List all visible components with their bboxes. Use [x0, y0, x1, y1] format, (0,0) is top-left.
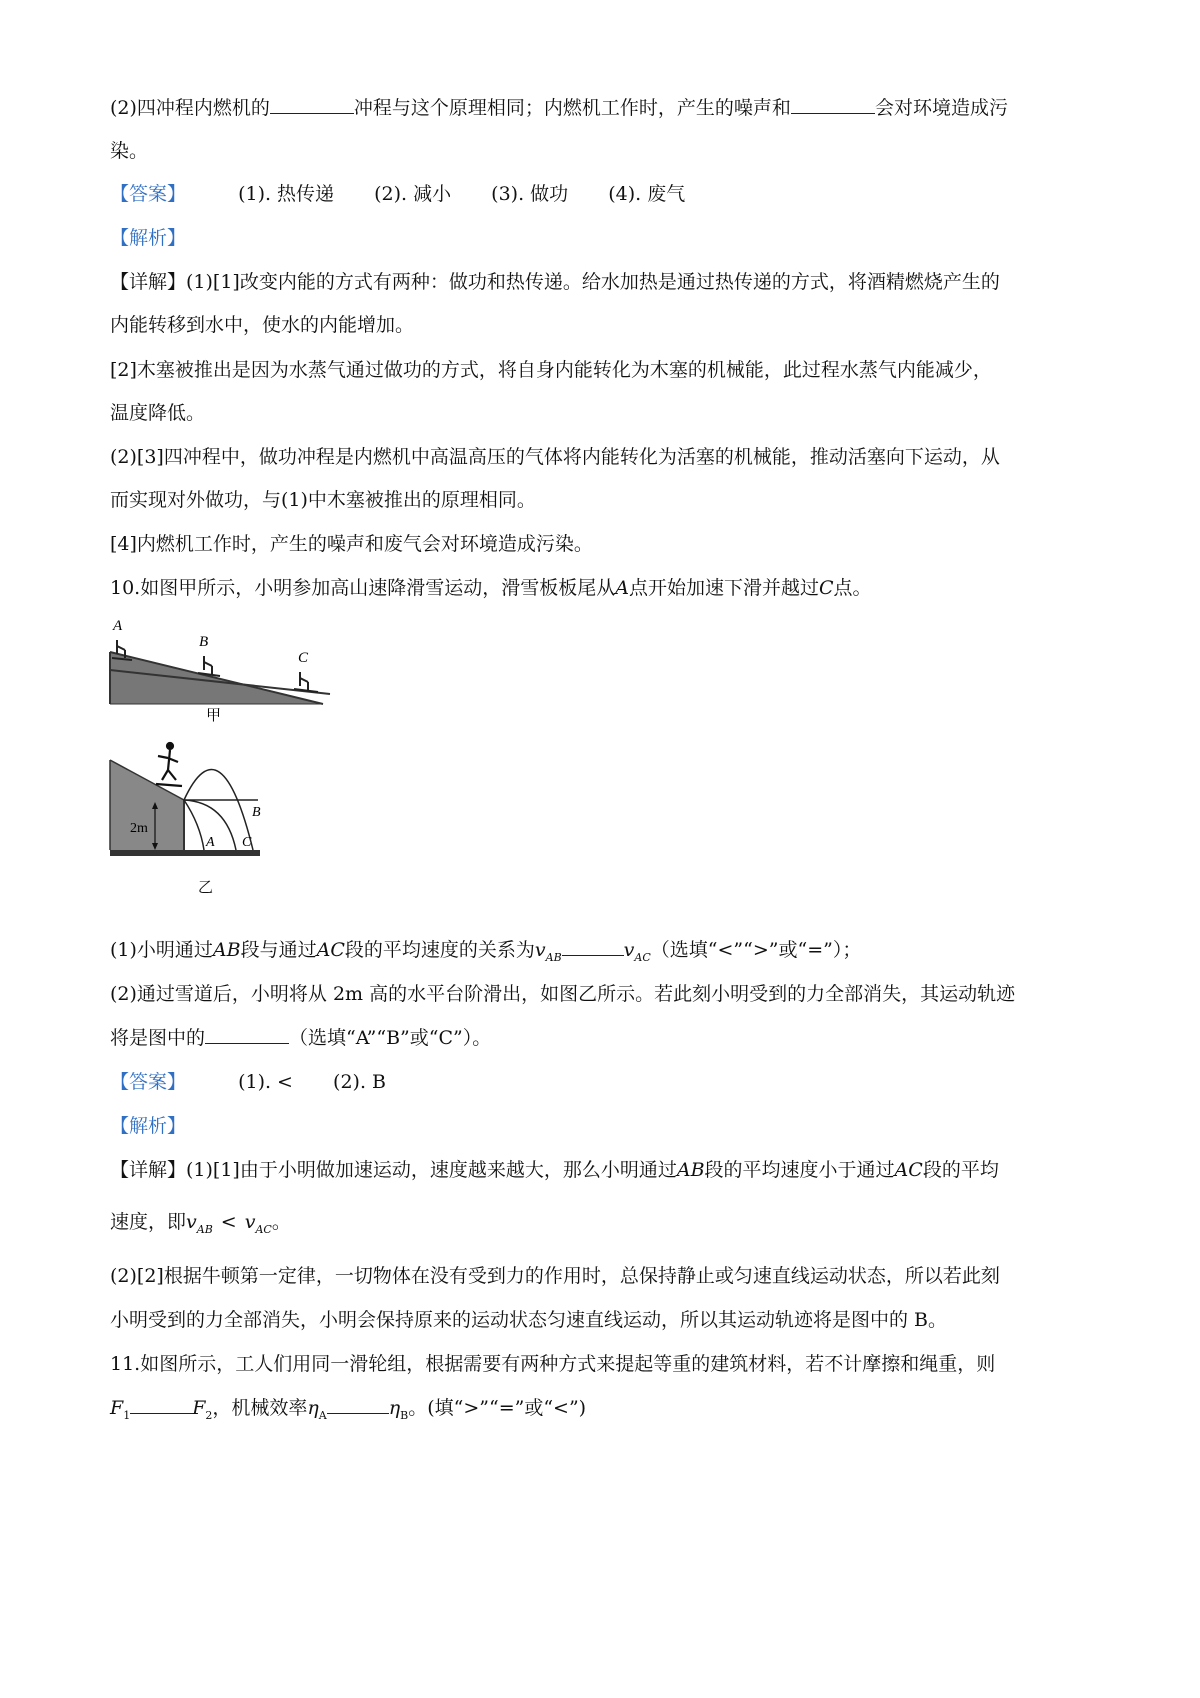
- trajectory-a: [184, 800, 204, 850]
- q10-stem-pre: 10.如图甲所示，小明参加高山速降滑雪运动，滑雪板板尾从: [110, 577, 616, 599]
- q10-answer-row: [110, 1068, 420, 1096]
- q9-answer-2: (2). 减小: [374, 183, 452, 205]
- var-v: v: [244, 1211, 256, 1233]
- q10-p1-mid: 段与通过: [240, 939, 317, 961]
- skier-c-icon: [294, 672, 318, 692]
- fig1-label: B: [199, 634, 209, 650]
- skier-icon: [156, 743, 182, 786]
- q11-line2: [110, 1394, 586, 1430]
- q9-detail-line: 而实现对外做功，与(1)中木塞被推出的原理相同。: [110, 489, 536, 511]
- q9-answer-1: (1). 热传递: [238, 183, 335, 205]
- q9-part2-line1: [110, 94, 1008, 122]
- q10-detail-line2: [110, 1208, 291, 1244]
- fig2-label: A: [206, 835, 215, 850]
- q10-detail-line3: (2)[2]根据牛顿第一定律，一切物体在没有受到力的作用时，总保持静止或匀速直线运动状态，所以若此刻: [110, 1265, 1000, 1287]
- var-v: v: [623, 939, 635, 961]
- q10-answer-2: (2). B: [333, 1071, 386, 1093]
- q10-p2-pre: 将是图中的: [110, 1027, 206, 1049]
- answer-blank: [562, 937, 624, 956]
- segment-ac: AC: [316, 939, 345, 961]
- fig1-caption: 甲: [206, 706, 222, 722]
- q10-answer-1: (1). <: [238, 1071, 293, 1093]
- q10-detail-pre2: 速度，即: [110, 1211, 187, 1233]
- var-sub: A: [318, 1408, 327, 1422]
- q9-detail-line: [4]内燃机工作时，产生的噪声和废气会对环境造成污染。: [110, 533, 593, 555]
- force-f: F: [192, 1397, 206, 1419]
- var-sub: AC: [255, 1222, 272, 1236]
- q10-stem: [110, 574, 872, 602]
- q10-p1-post: （选填“<”“>”或“=”）；: [650, 939, 862, 961]
- segment-ab: AB: [676, 1159, 705, 1181]
- height-label: 2m: [130, 821, 148, 836]
- q11-post: 。(填“>”“=”或“<”): [408, 1397, 587, 1419]
- var-v: v: [186, 1211, 197, 1233]
- answer-blank: [327, 1395, 389, 1414]
- var-sub: AB: [196, 1222, 213, 1236]
- var-v: v: [534, 939, 546, 961]
- segment-ab: AB: [212, 939, 241, 961]
- analysis-label: 【解析】: [110, 1115, 187, 1137]
- q9-part2-prefix: (2)四冲程内燃机的: [110, 97, 270, 119]
- ground: [110, 850, 260, 856]
- q9-part2-line2: 染。: [110, 140, 149, 162]
- q10-detail-pre: 【详解】(1)[1]由于小明做加速运动，速度越来越大，那么小明通过: [110, 1159, 677, 1181]
- figure-ski-slope: [108, 612, 338, 722]
- q11-line1: 11.如图所示，工人们用同一滑轮组，根据需要有两种方式来提起等重的建筑材料，若不计摩擦和绳重，则: [110, 1353, 996, 1375]
- q9-part2-mid: 冲程与这个原理相同；内燃机工作时，产生的噪声和: [353, 97, 791, 119]
- q9-part2-suffix: 会对环境造成污: [874, 97, 1008, 119]
- q10-p2-post: （选填“A”“B”或“C”）。: [289, 1027, 492, 1049]
- q10-stem-mid: 点开始加速下滑并越过: [628, 577, 819, 599]
- q9-answer-4: (4). 废气: [608, 183, 686, 205]
- fig1-label: C: [298, 650, 309, 666]
- q9-answer-row: [110, 180, 719, 208]
- figure-trajectory: [108, 740, 288, 870]
- eta: η: [388, 1397, 401, 1419]
- q10-part2-line2: [110, 1024, 491, 1052]
- point-c: C: [818, 577, 834, 599]
- eta: η: [307, 1397, 319, 1419]
- var-sub: AC: [634, 950, 651, 964]
- q9-detail-line: [2]木塞被推出是因为水蒸气通过做功的方式，将自身内能转化为木塞的机械能，此过程水蒸气内能减少，: [110, 359, 992, 381]
- q9-detail-line: 温度降低。: [110, 402, 206, 424]
- fig1-label: A: [113, 618, 123, 634]
- q10-stem-post: 点。: [833, 577, 872, 599]
- q10-detail-line4: 小明受到的力全部消失，小明会保持原来的运动状态匀速直线运动，所以其运动轨迹将是图中的 B。: [110, 1309, 948, 1331]
- q11-mid: ，机械效率: [212, 1397, 308, 1419]
- q9-detail-line: (2)[3]四冲程中，做功冲程是内燃机中高温高压的气体将内能转化为活塞的机械能，推动活塞向下运动，从: [110, 446, 1000, 468]
- skier-b-icon: [198, 656, 220, 676]
- less-than: <: [220, 1211, 237, 1233]
- q10-detail-post: 段的平均: [922, 1159, 999, 1181]
- answer-blank: [270, 95, 354, 114]
- analysis-label: 【解析】: [110, 227, 187, 249]
- var-sub: 1: [123, 1408, 131, 1422]
- q10-p1-mid2: 段的平均速度的关系为: [344, 939, 535, 961]
- fig2-label: C: [242, 835, 252, 850]
- q10-part1: [110, 936, 861, 972]
- fig2-label: B: [252, 805, 261, 820]
- platform-wedge: [110, 760, 184, 850]
- q10-detail-post2: 。: [271, 1211, 291, 1233]
- var-sub: 2: [205, 1408, 213, 1422]
- force-f: F: [110, 1397, 124, 1419]
- answer-label: 【答案】: [110, 183, 187, 205]
- point-a: A: [615, 577, 629, 599]
- fig2-caption: 乙: [198, 878, 214, 896]
- var-sub: B: [400, 1408, 409, 1422]
- answer-blank: [130, 1395, 192, 1414]
- answer-blank: [205, 1025, 289, 1044]
- q10-detail-line1: [110, 1156, 999, 1184]
- q9-detail-line: 【详解】(1)[1]改变内能的方式有两种：做功和热传递。给水加热是通过热传递的方式，将酒精燃烧产生的: [110, 271, 1000, 293]
- segment-ac: AC: [894, 1159, 923, 1181]
- q9-answer-3: (3). 做功: [491, 183, 569, 205]
- q10-p1-pre: (1)小明通过: [110, 939, 213, 961]
- answer-label: 【答案】: [110, 1071, 187, 1093]
- q9-detail-line: 内能转移到水中，使水的内能增加。: [110, 314, 415, 336]
- answer-blank: [791, 95, 875, 114]
- q10-part2-line1: (2)通过雪道后，小明将从 2m 高的水平台阶滑出，如图乙所示。若此刻小明受到的力全部消失，其运动轨迹: [110, 983, 1016, 1005]
- var-sub: AB: [545, 950, 562, 964]
- q10-detail-mid: 段的平均速度小于通过: [704, 1159, 895, 1181]
